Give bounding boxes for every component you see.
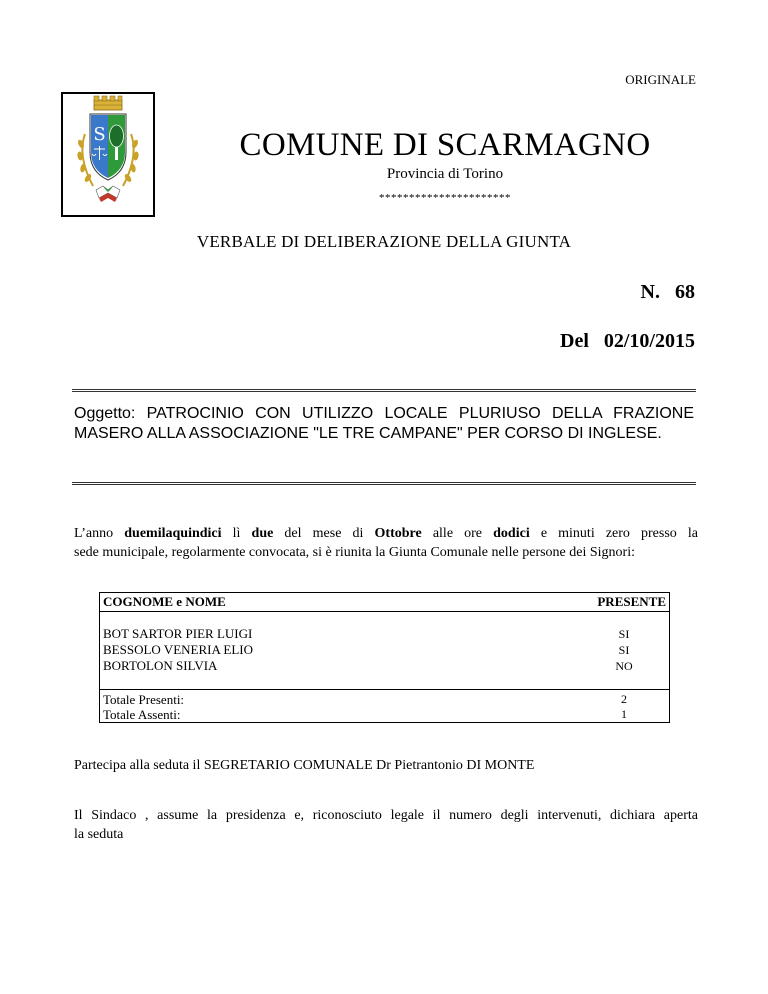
member-presence <box>609 626 639 674</box>
totals-values <box>609 692 639 722</box>
subject-paragraph: Oggetto: PATROCINIO CON UTILIZZO LOCALE PLURIUSO DELLA FRAZIONE MASERO ALLA ASSOCIAZIONE "LE TRE CAMPANE" PER CORSO DI INGLESE. <box>74 405 694 442</box>
header-present: PRESENTE <box>597 594 666 609</box>
header-name: COGNOME e NOME <box>103 594 226 609</box>
intro-text: del mese di <box>273 526 375 541</box>
table-row-presence: SI <box>618 627 630 641</box>
intro-text: e minuti zero presso la <box>529 526 698 541</box>
attendance-table <box>99 592 670 723</box>
crest-icon <box>63 94 153 215</box>
member-names <box>103 626 253 674</box>
table-row-name: BESSOLO VENERIA ELIO <box>103 642 253 657</box>
stars-separator: ********************** <box>379 192 511 204</box>
divider-bottom <box>72 482 696 485</box>
deliberation-number: N. 68 <box>640 281 695 303</box>
table-row-presence: NO <box>615 659 633 673</box>
document-title: VERBALE DI DELIBERAZIONE DELLA GIUNTA <box>196 232 572 251</box>
total-absent-label: Totale Assenti: <box>103 707 181 722</box>
mayor-line-1: Il Sindaco , assume la presidenza e, riconosciuto legale il numero degli intervenuti, dichiara aperta <box>74 808 698 823</box>
table-row-name: BORTOLON SILVIA <box>103 658 218 673</box>
originale-label: ORIGINALE <box>625 72 696 87</box>
intro-text: lì <box>221 526 252 541</box>
municipal-crest <box>61 92 155 217</box>
intro-hour: dodici <box>493 526 530 541</box>
total-absent-value: 1 <box>621 707 627 721</box>
intro-day: due <box>251 526 274 541</box>
table-separator <box>100 689 669 690</box>
intro-paragraph <box>74 524 698 562</box>
intro-text: alle ore <box>421 526 494 541</box>
table-row-name: BOT SARTOR PIER LUIGI <box>103 626 253 641</box>
divider-top <box>72 389 696 392</box>
municipality-title: COMUNE DI SCARMAGNO <box>239 127 651 163</box>
intro-month: Ottobre <box>374 526 422 541</box>
intro-line-1 <box>74 524 698 543</box>
table-header <box>100 593 669 612</box>
totals-labels <box>103 692 184 722</box>
mayor-line-2: la seduta <box>74 827 124 842</box>
deliberation-date: Del 02/10/2015 <box>560 330 695 352</box>
svg-text:S: S <box>93 124 106 145</box>
intro-line-2: sede municipale, regolarmente convocata, si è riunita la Giunta Comunale nelle persone dei Signori: <box>74 545 635 560</box>
total-present-value: 2 <box>621 692 627 706</box>
table-row-presence: SI <box>618 643 630 657</box>
province-subtitle: Provincia di Torino <box>386 166 504 182</box>
mayor-paragraph <box>74 806 698 844</box>
intro-year: duemilaquindici <box>124 526 222 541</box>
total-present-label: Totale Presenti: <box>103 692 185 707</box>
intro-text: L’anno <box>74 526 125 541</box>
secretary-paragraph: Partecipa alla seduta il SEGRETARIO COMUNALE Dr Pietrantonio DI MONTE <box>74 758 535 773</box>
